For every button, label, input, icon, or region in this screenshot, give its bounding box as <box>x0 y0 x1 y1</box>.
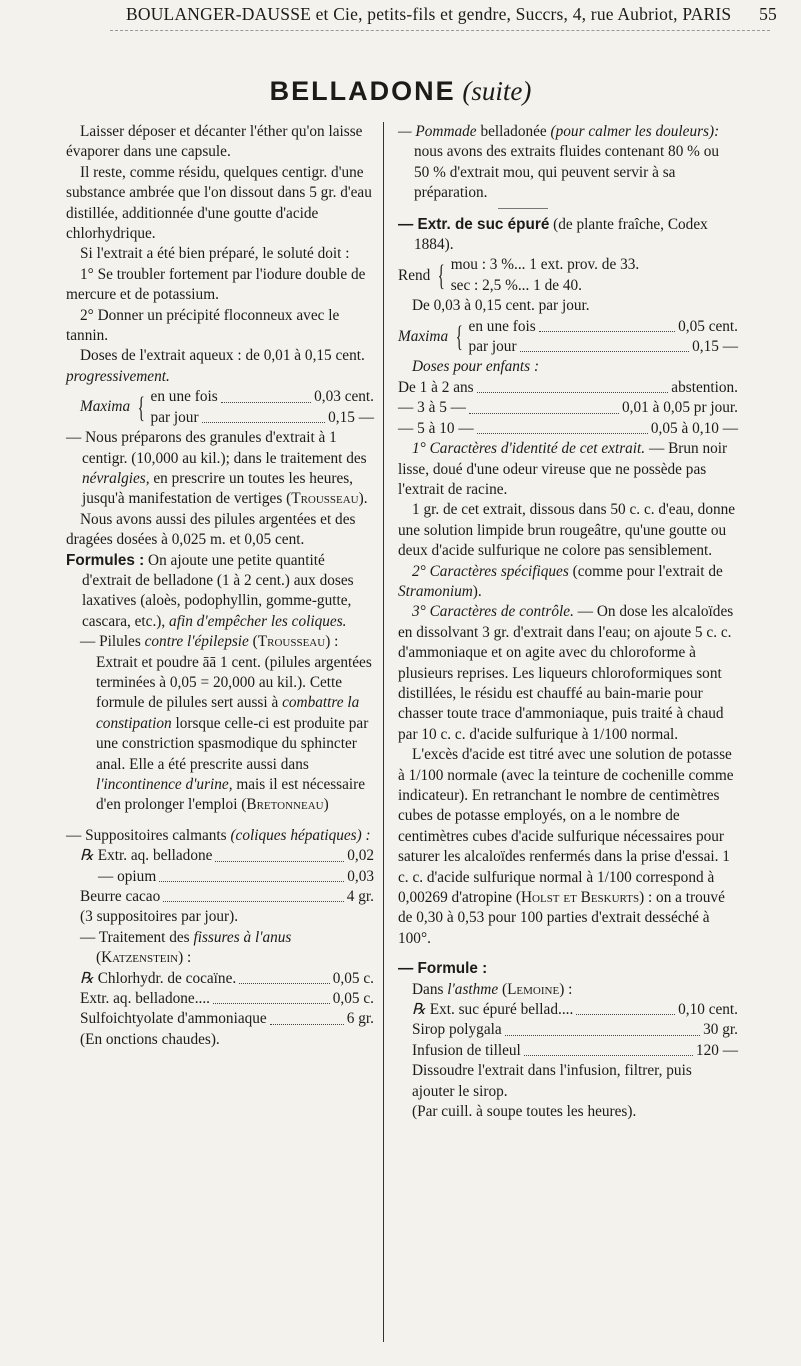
header-rule <box>110 30 770 31</box>
row-label: Ext. suc épuré bellad.... <box>429 1001 574 1019</box>
text: — Traitement des <box>80 928 190 946</box>
row-label: Beurre cacao <box>80 888 161 906</box>
text: en prescrire un toutes les heures, jusqu'à manifestation de vertiges ( <box>82 469 354 508</box>
leader-dots <box>270 1024 344 1025</box>
row-value: 0,05 c. <box>332 990 374 1008</box>
row-label: par jour <box>150 408 199 426</box>
paragraph <box>398 562 738 603</box>
left-column <box>66 122 374 1050</box>
text: ) : <box>559 980 573 998</box>
maxima-lines <box>469 317 738 358</box>
maxima-row <box>151 408 374 428</box>
row-label: Sirop polygala <box>412 1021 502 1039</box>
recipe-row <box>66 846 374 866</box>
text: — Suppositoires calmants <box>66 826 227 844</box>
text: (comme pour l'extrait de <box>572 562 723 580</box>
leader-dots <box>221 402 311 403</box>
text: Stramonium <box>398 582 473 600</box>
maxima-block <box>398 317 738 358</box>
text: contre l'épilepsie <box>144 633 249 651</box>
author-name: Lemoine <box>507 980 560 998</box>
text: progressivement. <box>66 367 170 385</box>
recipe-note: (3 suppositoires par jour). <box>80 908 239 926</box>
author-name: Bretonneau <box>246 796 324 814</box>
paragraph <box>398 745 738 949</box>
row-value: 4 gr. <box>346 888 374 906</box>
row-label: Sulfoichtyolate d'ammoniaque <box>80 1010 267 1028</box>
formule-label: — Formule : <box>398 960 488 978</box>
recipe-note: (En onctions chaudes). <box>80 1030 220 1048</box>
text: On ajoute une petite quantité d'extrait de belladone (1 à 2 cent.) aux doses laxatives (aloès, podophyllin, gomme-gutte, cascara, etc.), <box>82 551 354 630</box>
row-label: Extr. aq. belladone.... <box>80 990 210 1008</box>
text: — Nous préparons des granules d'extrait à 1 centigr. (10,000 au kil.); dans le traitement des <box>66 429 367 467</box>
running-head-text: BOULANGER-DAUSSE et Cie, petits-fils et gendre, Succrs, 4, rue Aubriot, PARIS <box>126 4 732 24</box>
leader-dots <box>524 1055 693 1056</box>
leader-dots <box>213 1003 330 1004</box>
author-name: Trousseau <box>291 490 359 508</box>
paragraph: Si l'extrait a été bien préparé, le soluté doit : <box>80 245 350 263</box>
maxima-row <box>469 317 738 337</box>
leader-dots <box>159 881 344 882</box>
row-label: — 5 à 10 — <box>398 419 474 437</box>
text: 1° Caractères d'identité de cet extrait. <box>412 440 646 458</box>
row-value: 0,03 <box>347 867 374 885</box>
paragraph <box>398 980 738 1000</box>
leader-dots <box>215 861 344 862</box>
text: ) : on a trouvé de 0,30 à 0,53 pour 100 parties d'extrait desséché à 100°. <box>398 889 725 947</box>
text: (coliques hépatiques) : <box>230 826 371 844</box>
text: nous avons des extraits fluides contenant 80 % ou 50 % d'extrait mou, qui peuvent servir à sa préparation. <box>414 143 720 202</box>
text: — Pommade <box>398 123 477 140</box>
leader-dots <box>505 1035 701 1036</box>
leader-dots <box>163 901 344 902</box>
page-title <box>0 76 801 107</box>
text: ). <box>472 582 482 600</box>
row-value: 0,15 — <box>328 408 374 426</box>
dose-row <box>398 398 738 418</box>
paragraph <box>66 428 374 510</box>
paragraph <box>66 826 374 846</box>
recipe-row <box>66 867 374 887</box>
text: — On dose les alcaloïdes en dissolvant 3 gr. d'extrait dans l'eau; on ajoute 5 c. c. d'ammoniaque et on agite avec du chloroforme à plusieurs reprises. Les liqueurs chloroformiques sont distillées, le résidu est chauffé au bain-marie pour chasser toute trace d'ammoniaque, puis traité à chaud par 10 c. c. d'acide sulfurique à 1/100 normal. <box>398 603 734 743</box>
rend-row: mou : 3 %... 1 ext. prov. de 33. <box>450 256 640 274</box>
text: L'excès d'acide est titré avec une solution de potasse à 1/100 normale (avec la teinture de cochenille comme indicateur). En retranchant le nombre de centimètres cubes de potasse employés, on a le nombre de centimètres cubes d'acide sulfurique nécessaires pour saturer les alcaloïdes renfermés dans la prise d'essai. 1 c. c. d'acide sulfurique normal à 1/100 correspond à 0,00269 d'atropine ( <box>398 746 734 907</box>
text: l'asthme <box>447 980 499 998</box>
paragraph: 1 gr. de cet extrait, dissous dans 50 c. c. d'eau, donne une solution limpide brun rougeâtre, qu'une goutte ou deux d'acide sulfurique ne colore pas sensiblement. <box>398 501 736 560</box>
text: 2° Caractères spécifiques <box>412 562 569 580</box>
paragraph: Laisser déposer et décanter l'éther qu'on laisse évaporer dans une capsule. <box>66 123 363 161</box>
paragraph: Il reste, comme résidu, quelques centigr. d'une substance ambrée que l'on dissout dans 5 gr. d'eau distillée, additionnée d'une goutte d'acide chlorhydrique. <box>66 163 372 243</box>
author-name: Trousseau <box>257 633 326 651</box>
rx-icon: ℞ <box>80 969 94 987</box>
row-value: 6 gr. <box>346 1010 374 1028</box>
row-value: 30 gr. <box>703 1021 738 1039</box>
text: mais il est nécessaire d'en prolonger l'emploi ( <box>96 776 366 814</box>
leader-dots <box>239 983 330 984</box>
maxima-label: Maxima <box>80 398 131 416</box>
brace-glyph: { <box>137 390 145 424</box>
leader-dots <box>520 351 690 352</box>
text: — Brun noir lisse, doué d'une odeur vireuse que ne possède pas l'extrait de racine. <box>398 440 728 498</box>
paragraph <box>66 346 374 387</box>
row-label: en une fois <box>468 317 536 335</box>
dose-row <box>398 419 738 439</box>
rx-icon: ℞ <box>80 847 94 865</box>
paragraph: Dissoudre l'extrait dans l'infusion, filtrer, puis ajouter le sirop. <box>412 1062 692 1100</box>
recipe-row <box>398 1000 738 1020</box>
paragraph: Nous avons aussi des pilules argentées et des dragées dosées à 0,025 m. et 0,05 cent. <box>66 510 356 549</box>
rx-icon: ℞ <box>412 1001 426 1019</box>
text: névralgies, <box>82 469 150 487</box>
text: ) <box>323 796 329 814</box>
row-label: Chlorhydr. de cocaïne. <box>97 969 237 987</box>
row-value: 0,10 cent. <box>678 1001 738 1019</box>
page-number: 55 <box>759 4 777 24</box>
author-name: (Katzenstein) : <box>96 949 192 967</box>
row-label: — 3 à 5 — <box>398 399 466 417</box>
text: Dans <box>412 980 444 998</box>
leader-dots <box>469 413 619 414</box>
formules-label: Formules : <box>66 551 145 569</box>
paragraph <box>398 215 738 256</box>
title-suite: (suite) <box>462 76 532 106</box>
maxima-block <box>66 387 374 428</box>
text: lorsque celle-ci est produite par une constriction spasmodique du sphincter anal. Elle a été prescrite aussi dans <box>96 714 369 773</box>
text: 3° Caractères de contrôle. <box>412 603 574 621</box>
dose-row <box>398 378 738 398</box>
row-value: 0,05 cent. <box>678 317 738 335</box>
recipe-row <box>66 969 374 989</box>
recipe-row <box>398 1020 738 1040</box>
text: ( <box>252 633 258 651</box>
recipe-row <box>66 1009 374 1029</box>
leader-dots <box>477 433 648 434</box>
text: combattre la constipation <box>96 694 360 732</box>
text: l'incontinence d'urine, <box>96 776 233 793</box>
brace-glyph: { <box>437 258 446 292</box>
running-head <box>126 4 777 25</box>
maxima-lines <box>151 387 374 428</box>
leader-dots <box>539 331 675 332</box>
paragraph: 2° Donner un précipité floconneux avec le tannin. <box>66 306 340 345</box>
row-value: 0,15 — <box>692 338 738 356</box>
row-label: par jour <box>468 338 517 356</box>
rend-lines <box>451 255 738 296</box>
text: Doses de l'extrait aqueux : de 0,01 à 0,15 cent. <box>80 347 365 365</box>
paragraph: De 0,03 à 0,15 cent. par jour. <box>412 297 590 315</box>
maxima-row <box>469 337 738 357</box>
row-label: Infusion de tilleul <box>412 1041 521 1059</box>
row-value: 120 — <box>695 1041 738 1059</box>
leader-dots <box>477 392 669 393</box>
row-label: en une fois <box>150 388 218 406</box>
row-label: Extr. aq. belladone <box>97 847 213 865</box>
paragraph <box>66 632 374 816</box>
row-value: 0,01 à 0,05 pr jour. <box>622 399 738 417</box>
row-label: De 1 à 2 ans <box>398 378 474 396</box>
row-value: 0,05 c. <box>332 969 374 987</box>
right-column <box>398 122 738 1123</box>
row-value: 0,02 <box>347 847 374 865</box>
recipe-row <box>66 989 374 1009</box>
paragraph: 1° Se troubler fortement par l'iodure double de mercure et de potassium. <box>66 265 366 304</box>
paragraph <box>66 928 374 969</box>
rend-row: sec : 2,5 %... 1 de 40. <box>450 276 582 294</box>
separator <box>498 208 548 209</box>
text: (de plante fraîche, Codex 1884). <box>414 215 708 254</box>
leader-dots <box>202 422 326 423</box>
rend-label: Rend <box>398 266 431 284</box>
row-value: 0,05 à 0,10 — <box>650 419 738 437</box>
section-label: — Extr. de suc épuré <box>398 215 550 233</box>
recipe-row <box>398 1041 738 1061</box>
author-name: Holst et Beskurts <box>520 889 640 907</box>
title-main: BELLADONE <box>269 76 456 106</box>
text: afin d'empêcher les coliques. <box>169 612 347 630</box>
row-value: 0,03 cent. <box>314 388 374 406</box>
text: fissures à l'anus <box>193 928 292 946</box>
maxima-row <box>151 387 374 407</box>
formules-paragraph <box>66 551 374 633</box>
rend-block <box>398 255 738 296</box>
text: (pour calmer les douleurs): <box>550 123 720 140</box>
paragraph <box>398 122 738 204</box>
leader-dots <box>576 1014 675 1015</box>
column-divider <box>383 122 384 1342</box>
text: belladonée <box>480 123 547 140</box>
text: ( <box>501 980 508 998</box>
recipe-row <box>66 887 374 907</box>
maxima-label: Maxima <box>398 327 449 345</box>
text: ). <box>358 490 368 508</box>
text: ) : Extrait et poudre āā 1 cent. (pilules argentées terminées à 0,05 = 20,000 au kil.). Cette formule de pilules sert aussi à <box>96 633 372 712</box>
row-value: abstention. <box>671 378 738 396</box>
brace-glyph: { <box>455 320 463 354</box>
row-label: — opium <box>98 867 157 885</box>
paragraph: (Par cuill. à soupe toutes les heures). <box>412 1103 637 1121</box>
paragraph: Doses pour enfants : <box>412 358 540 376</box>
paragraph <box>398 439 738 500</box>
paragraph <box>398 602 738 745</box>
text: — Pilules <box>80 633 141 651</box>
